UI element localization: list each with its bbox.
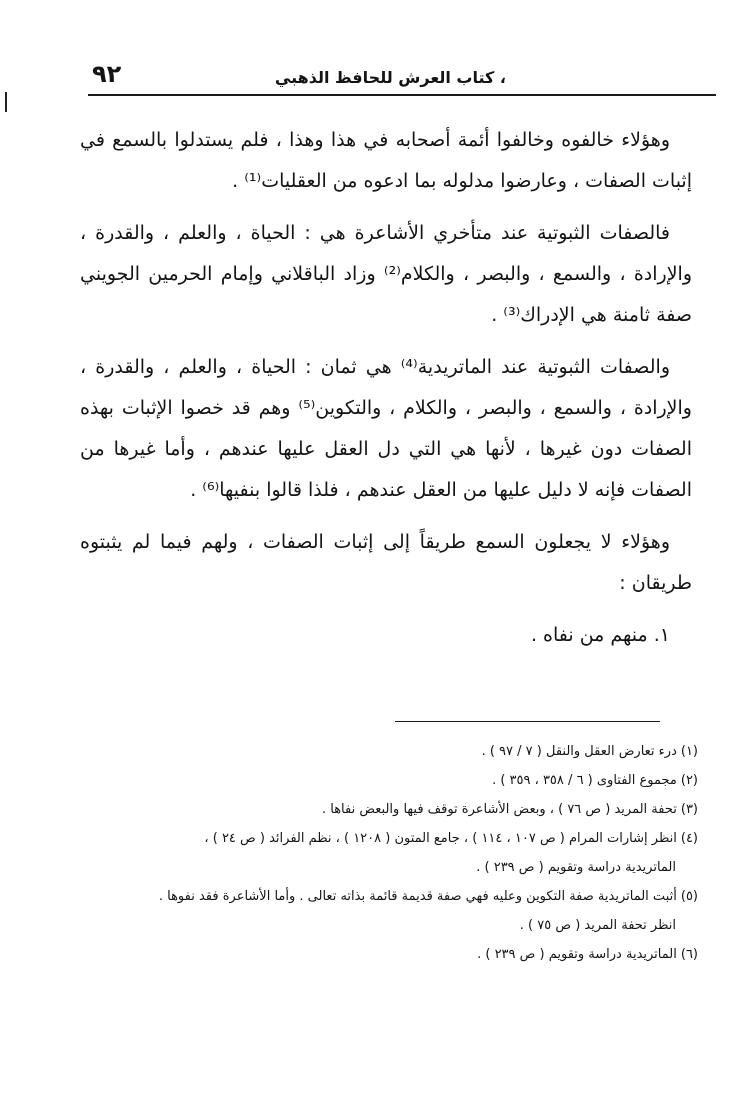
footnotes [48,737,698,969]
footnote-number: (٣) [680,802,698,817]
footnote-text: تحفة المريد ( ص ٧٦ ) ، وبعض الأشاعرة توقف فيها والبعض نفاها . [321,802,677,817]
paragraph: وهؤلاء لا يجعلون السمع طريقاً إلى إثبات الصفات ، ولهم فيما لم يثبتوه طريقان : [80,531,692,594]
paragraph: فالصفات الثبوتية عند متأخري الأشاعرة هي : الحياة ، والعلم ، والقدرة ، والإرادة ، والسمع ، والبصر ، والكلام⁽²⁾ وزاد الباقلاني وإمام الحرمين الجويني صفة ثامنة هي الإدراك⁽³⁾ . [80,222,693,326]
footnote-continuation: انظر تحفة المريد ( ص ٧٥ ) . [519,918,676,933]
footnote [48,824,698,853]
paragraph: والصفات الثبوتية عند الماتريدية⁽⁴⁾ هي ثمان : الحياة ، والعلم ، والقدرة ، والإرادة ، والسمع ، والبصر ، والكلام ، والتكوين⁽⁵⁾ وهم قد خصوا الإثبات بهذه الصفات دون غيرها ، لأنها هي التي دل العقل عليها عندهم ، وأما غيرها من الصفات فإنه لا دليل عليها من العقل عندهم ، فلذا قالوا بنفيها⁽⁶⁾ . [80,356,692,501]
footnote-text: انظر إشارات المرام ( ص ١٠٧ ، ١١٤ ) ، جامع المتون ( ١٢٠٨ ) ، نظم الفرائد ( ص ٢٤ ) ، [204,831,677,846]
footnote-separator [395,721,660,722]
footnote [48,766,698,795]
footnote-number: (٤) [680,831,698,846]
footnote-text: أثبت الماتريدية صفة التكوين وعليه فهي صفة قديمة قائمة بذاته تعالى . وأما الأشاعرة فقد نفوها . [158,889,677,904]
footnote [48,795,698,824]
list-item: ١. منهم من نفاه . [530,624,670,646]
footnote [48,940,698,969]
footnote [48,737,698,766]
running-title: ، كتاب العرش للحافظ الذهبي [274,68,506,87]
footnote-number: (٦) [680,947,698,962]
page-header [88,58,716,96]
footnote-number: (١) [680,744,698,759]
footnote-number: (٥) [680,889,698,904]
header-rule [88,94,716,96]
footnote-continuation: الماتريدية دراسة وتقويم ( ص ٢٣٩ ) . [476,860,676,875]
footnote [48,882,698,911]
margin-mark [5,92,7,112]
paragraph: وهؤلاء خالفوه وخالفوا أئمة أصحابه في هذا وهذا ، فلم يستدلوا بالسمع في إثبات الصفات ، وعارضوا مدلوله بما ادعوه من العقليات⁽¹⁾ . [80,129,692,192]
footnote-number: (٢) [680,773,698,788]
footnote-text: الماتريدية دراسة وتقويم ( ص ٢٣٩ ) . [477,947,677,962]
footnote-text: مجموع الفتاوى ( ٦ / ٣٥٨ ، ٣٥٩ ) . [492,773,677,788]
main-text [80,120,692,667]
page-number: ٩٢ [92,60,122,88]
footnote-text: درء تعارض العقل والنقل ( ٧ / ٩٧ ) . [481,744,677,759]
